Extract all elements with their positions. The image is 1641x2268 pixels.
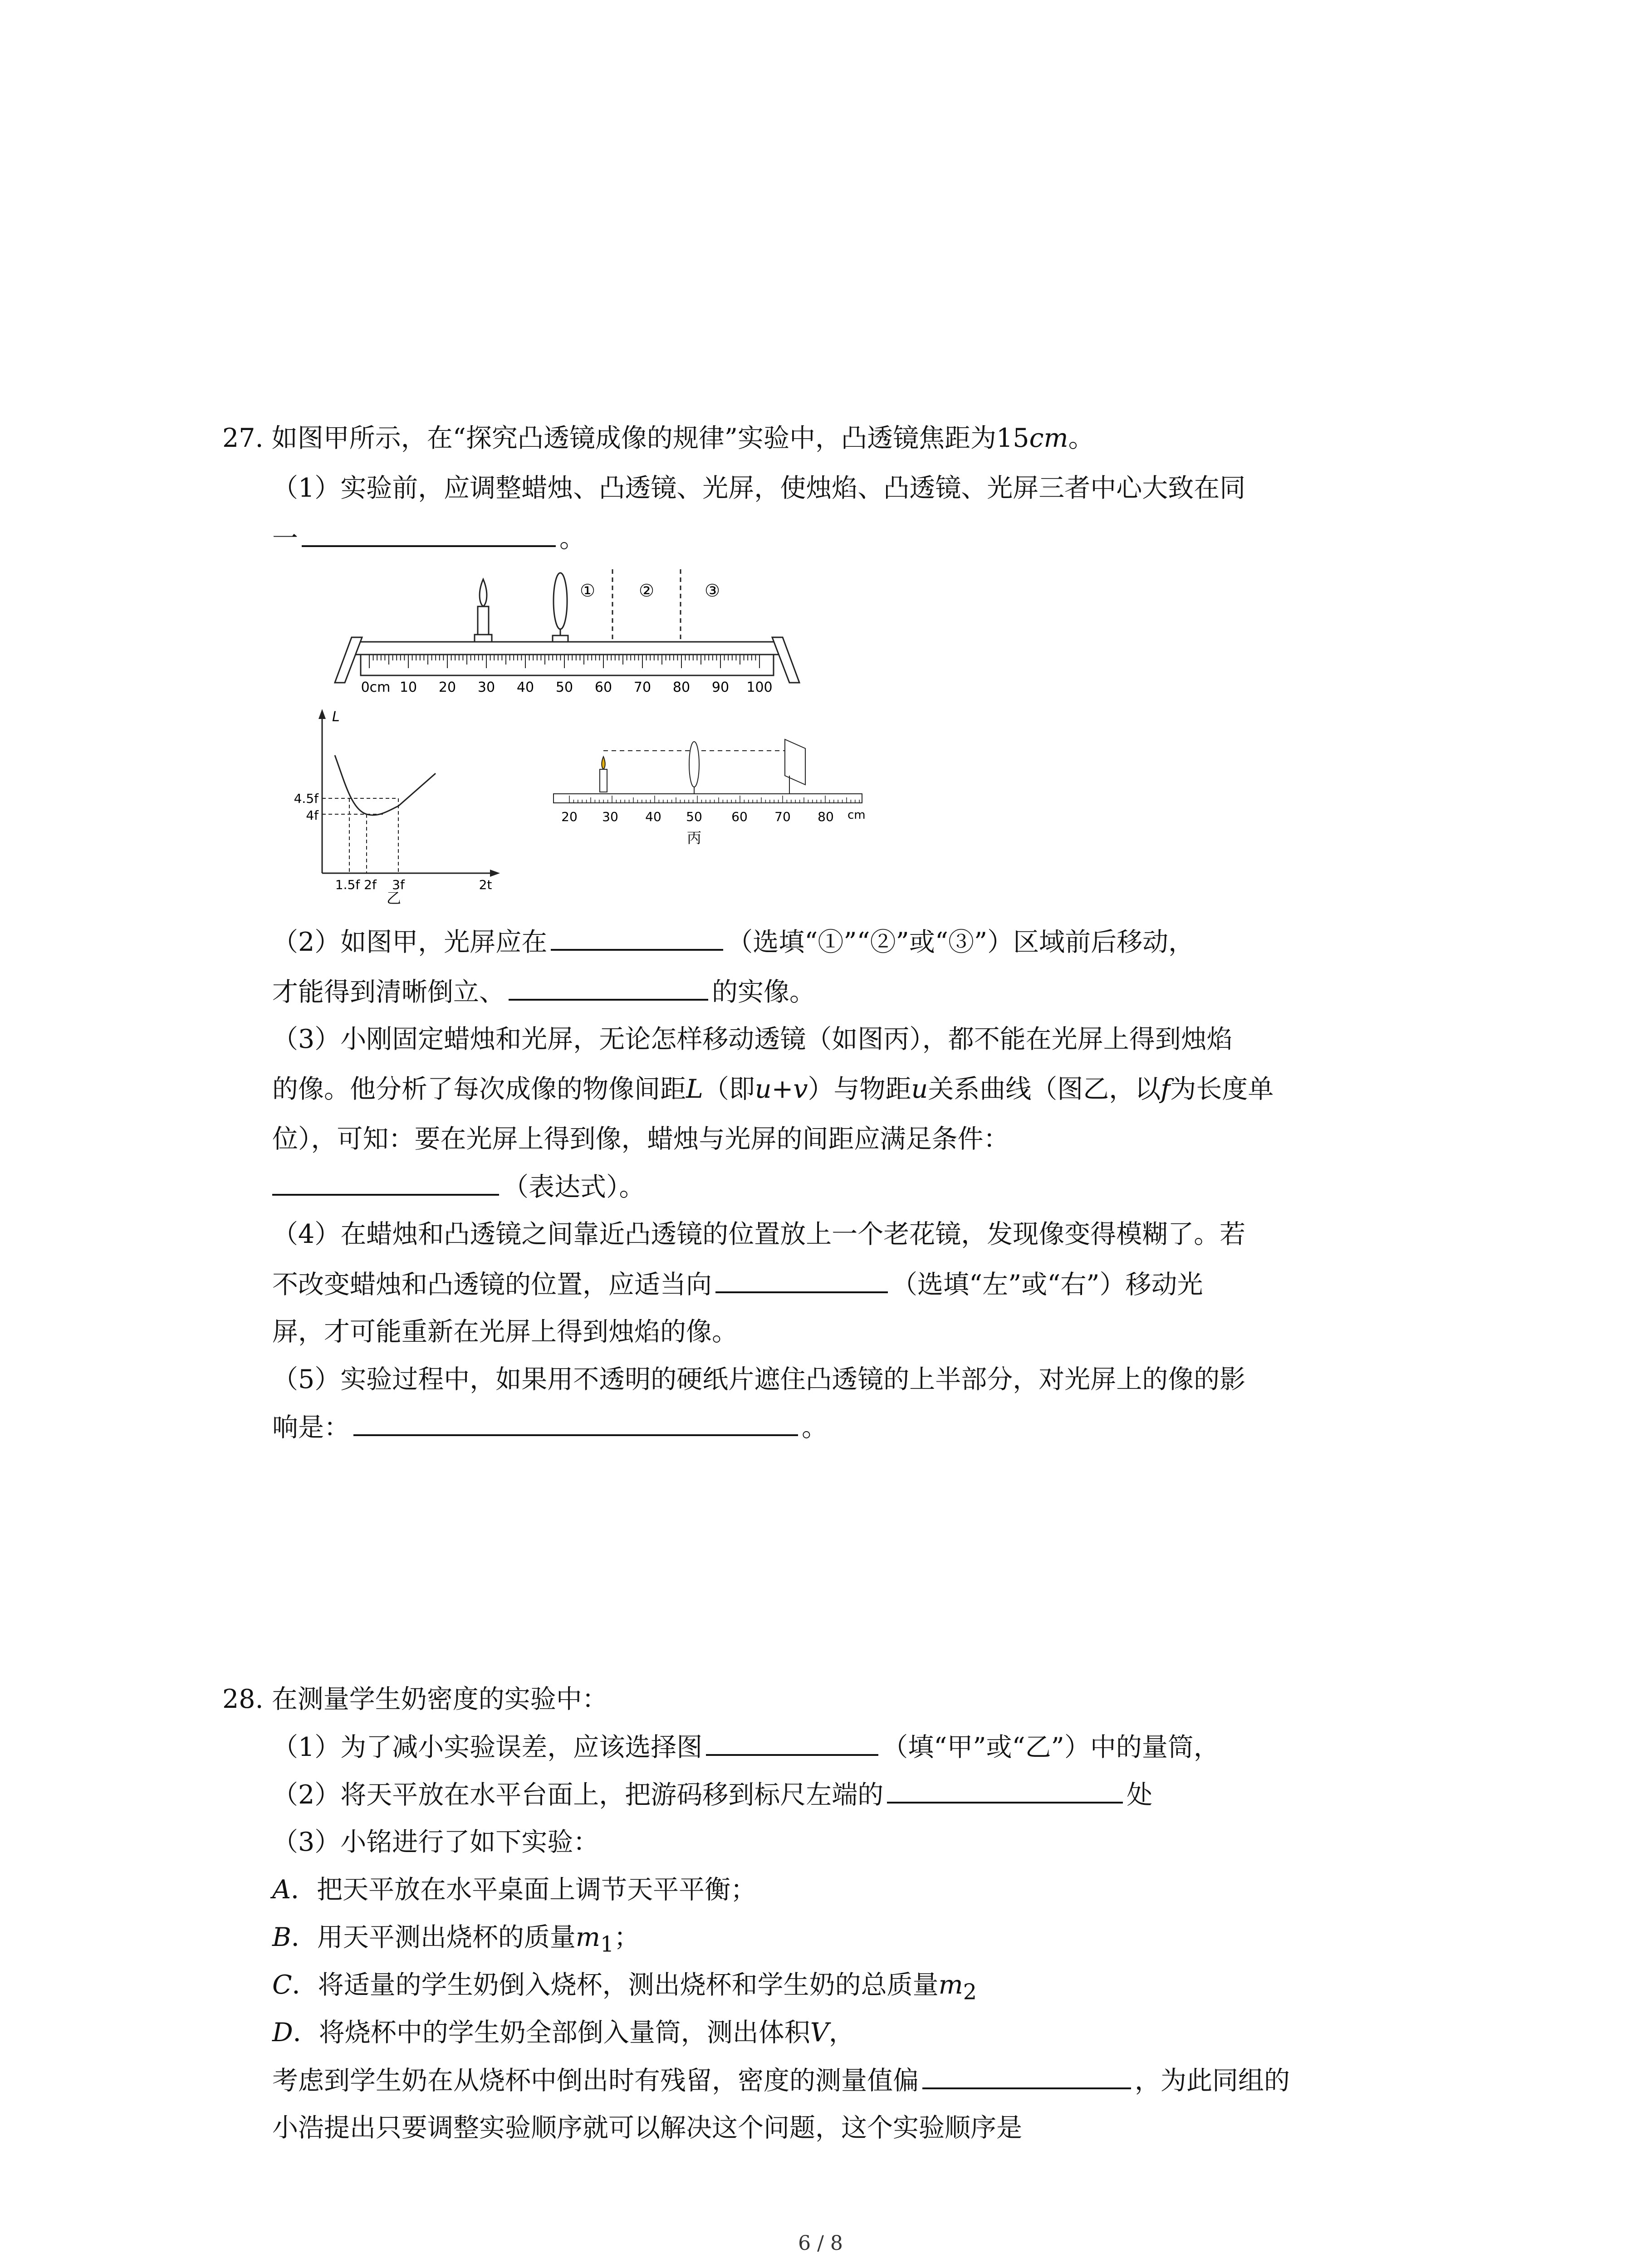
- q27-part4-line3: 屏，才可能重新在光屏上得到烛焰的像。: [272, 1317, 738, 1347]
- tick-label: 0cm: [361, 679, 391, 695]
- candle-icon: [475, 579, 492, 644]
- q27-part2-line1: （2）如图甲，光屏应在 （选填“①”“②”或“③”）区域前后移动，: [272, 925, 1194, 958]
- light-screen-icon: [785, 739, 805, 794]
- q27-blank-1[interactable]: [302, 522, 556, 547]
- tick-label: 20: [561, 809, 578, 824]
- y-axis-label: L: [332, 709, 340, 725]
- q28-stem: 28. 在测量学生奶密度的实验中：: [222, 1684, 608, 1714]
- tick-label: 40: [516, 679, 534, 695]
- q27-blank-5[interactable]: [715, 1268, 888, 1293]
- q28-step-d: D．将烧杯中的学生奶全部倒入量筒，测出体积V，: [272, 2018, 855, 2048]
- q27-part3-line3: 位），可知：要在光屏上得到像，蜡烛与光屏的间距应满足条件：: [272, 1124, 1009, 1154]
- ruler: [554, 794, 862, 803]
- figure-yi-curve: [281, 705, 517, 905]
- q28-step-a: A．把天平放在水平桌面上调节天平平衡；: [272, 1875, 757, 1905]
- x-tick-label: 2f: [364, 877, 377, 892]
- q28-blank-2[interactable]: [887, 1778, 1123, 1804]
- q27-part4-line2: 不改变蜡烛和凸透镜的位置，应适当向 （选填“左”或“右”）移动光: [272, 1268, 1203, 1301]
- tick-label: 70: [774, 809, 791, 824]
- q27-part5-line1: （5）实验过程中，如果用不透明的硬纸片遮住凸透镜的上半部分，对光屏上的像的影: [272, 1364, 1246, 1394]
- tick-label: 30: [477, 679, 495, 695]
- q27-blank-2[interactable]: [551, 925, 723, 951]
- tick-label: 80: [818, 809, 834, 824]
- ruler: [361, 655, 774, 675]
- region-3-label: ③: [704, 581, 720, 601]
- q27-part3-line4: （表达式）。: [272, 1170, 645, 1203]
- q28-step-c: C．将适量的学生奶倒入烧杯，测出烧杯和学生奶的总质量$m_2$: [272, 1970, 977, 2005]
- tick-label: 70: [633, 679, 652, 695]
- tick-label: 40: [645, 809, 661, 824]
- x-tick-label: 1.5f: [335, 877, 360, 892]
- q27-part3-line2: 的像。他分析了每次成像的物像间距L（即u+v）与物距u关系曲线（图乙，以f为长度单: [272, 1074, 1274, 1104]
- q28-part1: （1）为了减小实验误差，应该选择图 （填“甲”或“乙”）中的量筒，: [272, 1730, 1220, 1764]
- unit-label: cm: [847, 808, 866, 822]
- convex-lens-icon: [553, 573, 568, 644]
- x-tick-label: 3f: [392, 877, 405, 892]
- q27-blank-4[interactable]: [272, 1170, 499, 1196]
- y-tick-label: 4f: [306, 808, 318, 823]
- tick-label: 20: [438, 679, 456, 695]
- region-1-label: ①: [579, 581, 596, 601]
- q27-part1-line2: 一 。: [272, 522, 585, 555]
- q28-step-b: B．用天平测出烧杯的质量$m_1$；: [272, 1922, 640, 1957]
- tick-label: 100: [746, 679, 773, 695]
- convex-lens-icon: [689, 742, 699, 794]
- figure-bing-bench: [544, 730, 889, 866]
- q28-part4-line1: 考虑到学生奶在从烧杯中倒出时有残留，密度的测量值偏 ，为此同组的: [272, 2064, 1290, 2097]
- q27-part1-line1: （1）实验前，应调整蜡烛、凸透镜、光屏，使烛焰、凸透镜、光屏三者中心大致在同: [272, 473, 1246, 503]
- q28-part3: （3）小铭进行了如下实验：: [272, 1827, 599, 1857]
- q27-part5-line2: 响是： 。: [272, 1411, 828, 1444]
- tick-label: 30: [602, 809, 618, 824]
- q27-part4-line1: （4）在蜡烛和凸透镜之间靠近凸透镜的位置放上一个老花镜，发现像变得模糊了。若: [272, 1219, 1246, 1249]
- page-number: 6 / 8: [798, 2232, 843, 2255]
- bench-leg-left: [335, 637, 362, 683]
- tick-label: 60: [594, 679, 612, 695]
- y-tick-label: 4.5f: [294, 791, 318, 806]
- q27-stem: 27. 如图甲所示，在“探究凸透镜成像的规律”实验中，凸透镜焦距为15cm。: [222, 423, 1094, 453]
- q27-part2-line2: 才能得到清晰倒立、 的实像。: [272, 975, 815, 1008]
- q28-part2: （2）将天平放在水平台面上，把游码移到标尺左端的 处: [272, 1778, 1152, 1811]
- tick-label: 90: [711, 679, 730, 695]
- tick-label: 10: [399, 679, 417, 695]
- tick-label: 80: [672, 679, 691, 695]
- y-axis-arrow-icon: [318, 709, 326, 719]
- x-axis-arrow-icon: [490, 870, 500, 877]
- tick-label: 50: [686, 809, 702, 824]
- q28-part4-line2: 小浩提出只要调整实验顺序就可以解决这个问题，这个实验顺序是: [272, 2113, 1022, 2143]
- x-tick-label: 2t: [479, 877, 492, 892]
- q28-blank-3[interactable]: [922, 2064, 1131, 2089]
- tick-label: 60: [731, 809, 748, 824]
- bench-leg-right: [772, 637, 799, 683]
- ruler-tick-labels: [361, 679, 773, 695]
- q27-blank-3[interactable]: [509, 975, 708, 1001]
- region-2-label: ②: [638, 581, 655, 601]
- figure-caption: 丙: [686, 829, 702, 846]
- q27-blank-6[interactable]: [353, 1411, 798, 1436]
- tick-label: 50: [555, 679, 573, 695]
- curve: [335, 755, 436, 815]
- candle-icon: [600, 757, 607, 792]
- figure-jia-optical-bench: [327, 569, 808, 701]
- figure-caption: 乙: [386, 890, 402, 905]
- q28-blank-1[interactable]: [706, 1730, 878, 1756]
- q27-part3-line1: （3）小刚固定蜡烛和光屏，无论怎样移动透镜（如图丙），都不能在光屏上得到烛焰: [272, 1024, 1233, 1054]
